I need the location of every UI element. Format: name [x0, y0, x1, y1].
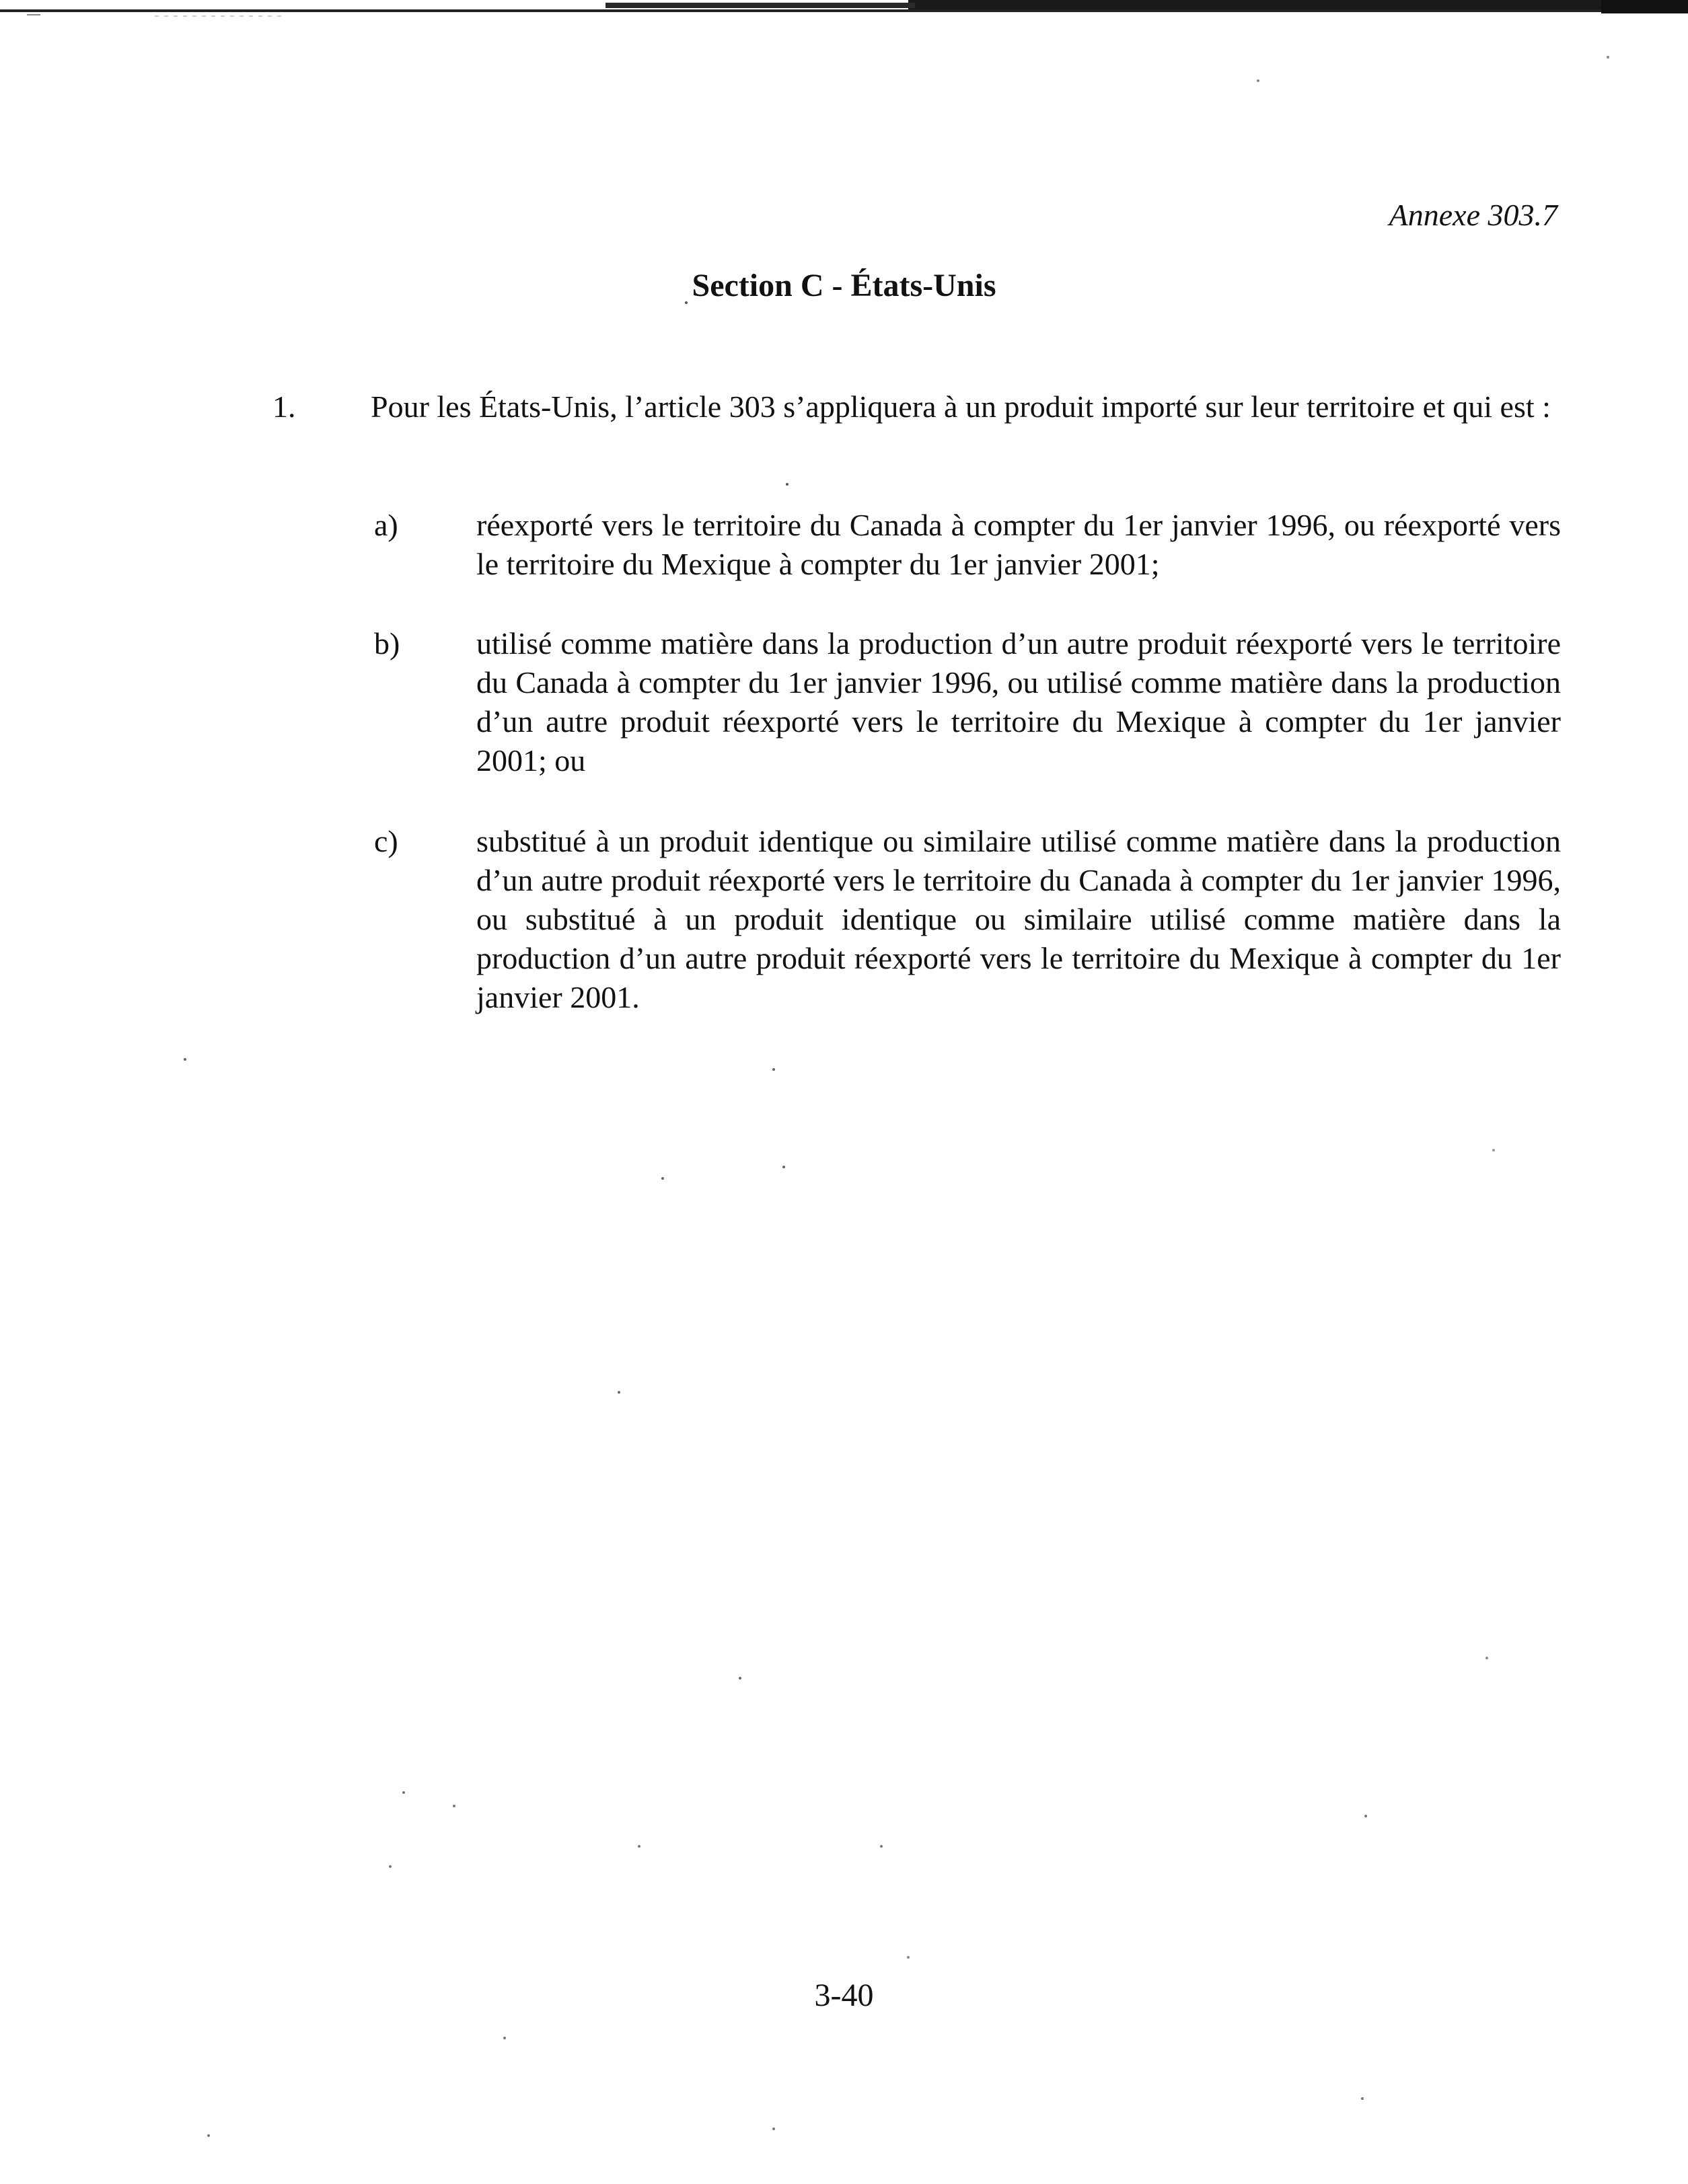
list-item-c [374, 822, 1561, 1024]
paragraph-number: 1. [272, 389, 296, 424]
list-item-text: substitué à un produit identique ou similaire utilisé comme matière dans la production d’un autre produit réexporté vers le territoire du Canada à compter du 1er janvier 1996, ou substitué à un produit identique ou similaire utilisé comme matière dans la production d’un autre produit réexporté vers le territoire du Mexique à compter du 1er janvier 2001. [476, 824, 1561, 1014]
section-title: Section C - États-Unis [692, 268, 996, 303]
list-item-label: c) [374, 824, 398, 858]
list-item-label: a) [374, 508, 398, 542]
list-item-text: utilisé comme matière dans la production d’un autre produit réexporté vers le territoire du Canada à compter du 1er janvier 1996, ou utilisé comme matière dans la production d’un autre produit réexporté vers le territoire du Mexique à compter du 1er janvier 2001; ou [476, 626, 1561, 778]
page-number: 3-40 [814, 1978, 874, 2013]
paragraph-text: Pour les États-Unis, l’article 303 s’appliquera à un produit importé sur leur territoire et qui est : [371, 389, 1551, 424]
list-item-text: réexporté vers le territoire du Canada à compter du 1er janvier 1996, ou réexporté vers le territoire du Mexique à compter du 1er janvier 2001; [476, 508, 1561, 581]
list-item-a [374, 506, 1561, 587]
annex-label: Annexe 303.7 [1389, 198, 1557, 232]
paragraph-1 [272, 387, 1561, 426]
scan-top-edge [0, 0, 1688, 19]
list-item-b [374, 624, 1561, 786]
list-item-label: b) [374, 626, 400, 661]
